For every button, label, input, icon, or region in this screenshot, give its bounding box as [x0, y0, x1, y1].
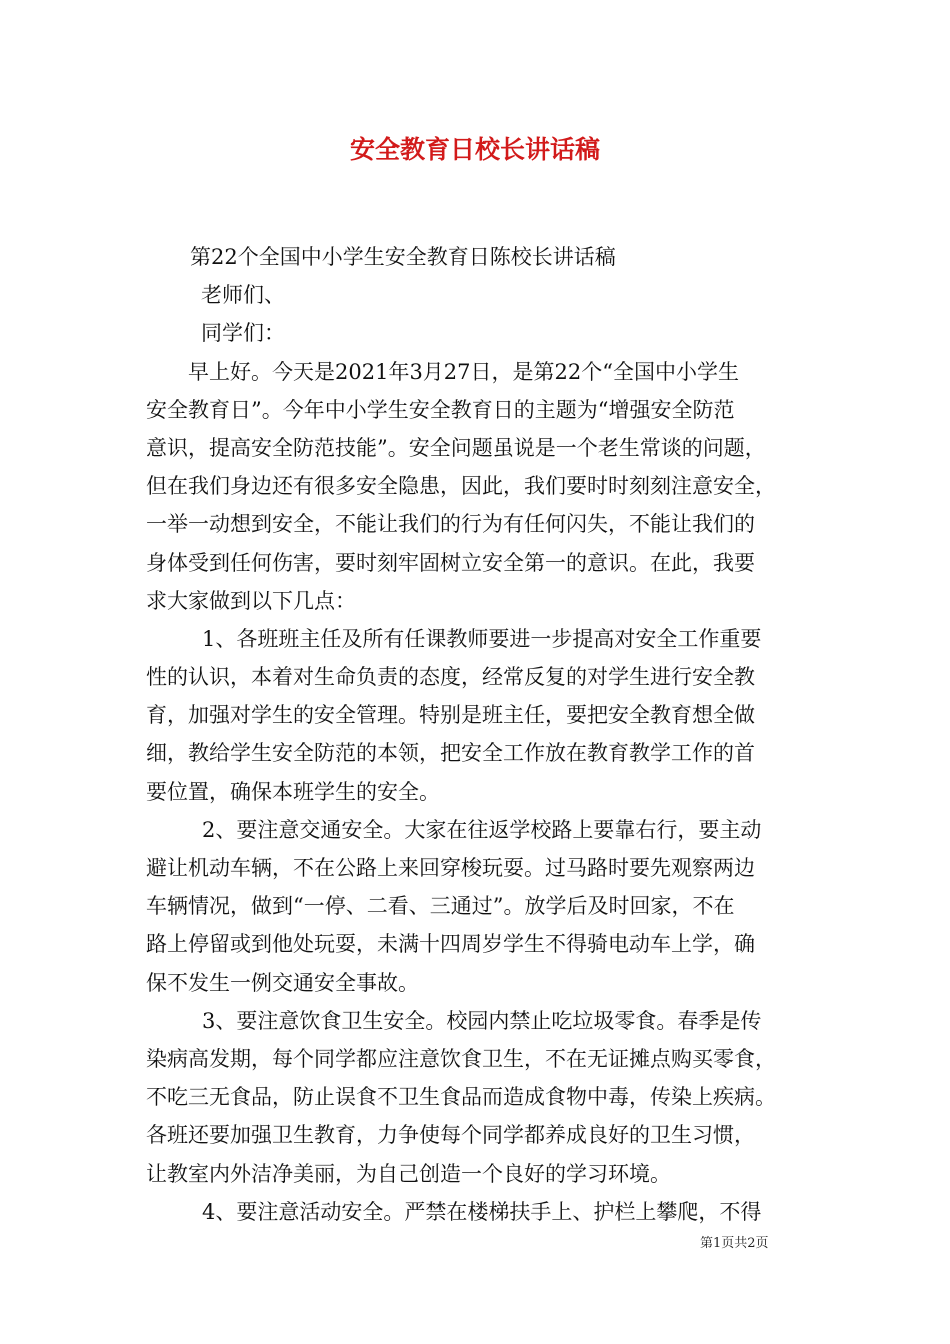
page-number: 第1页共2页: [700, 1236, 769, 1251]
paragraph-line: 保不发生一例交通安全事故。: [146, 970, 419, 995]
document-body: [146, 238, 810, 1231]
salutation-teachers: 老师们、: [201, 283, 285, 308]
paragraph-line: 一举一动想到安全，不能让我们的行为有任何闪失，不能让我们的: [146, 512, 755, 537]
paragraph-line: 细，教给学生安全防范的本领，把安全工作放在教育教学工作的首: [146, 741, 755, 766]
paragraph-line: 让教室内外洁净美丽，为自己创造一个良好的学习环境。: [146, 1161, 671, 1186]
paragraph-line: 不吃三无食品，防止误食不卫生食品而造成食物中毒，传染上疾病。: [146, 1085, 776, 1110]
paragraph-line: 4、要注意活动安全。严禁在楼梯扶手上、护栏上攀爬，不得: [202, 1199, 762, 1224]
paragraph-line: 各班还要加强卫生教育，力争使每个同学都养成良好的卫生习惯，: [146, 1123, 755, 1148]
paragraph-line: 身体受到任何伤害，要时刻牢固树立安全第一的意识。在此，我要: [146, 550, 755, 575]
paragraph-line: 避让机动车辆，不在公路上来回穿梭玩耍。过马路时要先观察两边: [146, 856, 755, 880]
paragraph-line: 染病高发期，每个同学都应注意饮食卫生，不在无证摊点购买零食，: [146, 1046, 776, 1071]
paragraph-line: 但在我们身边还有很多安全隐患，因此，我们要时时刻刻注意安全，: [146, 474, 776, 499]
paragraph-line: 意识，提高安全防范技能”。安全问题虽说是一个老生常谈的问题，: [146, 435, 766, 460]
paragraph-line: 车辆情况，做到“一停、二看、三通过”。放学后及时回家，不在: [146, 894, 735, 919]
salutation-students: 同学们：: [201, 321, 285, 346]
paragraph-line: 要位置，确保本班学生的安全。: [146, 779, 440, 804]
paragraph-line: 3、要注意饮食卫生安全。校园内禁止吃垃圾零食。春季是传: [202, 1008, 762, 1033]
speech-subtitle: 第22个全国中小学生安全教育日陈校长讲话稿: [190, 245, 616, 269]
paragraph-line: 安全教育日”。今年中小学生安全教育日的主题为“增强安全防范: [146, 397, 735, 422]
paragraph-line: 2、要注意交通安全。大家在往返学校路上要靠右行，要主动: [202, 817, 762, 842]
paragraph-line: 育，加强对学生的安全管理。特别是班主任，要把安全教育想全做: [146, 703, 755, 728]
paragraph-line: 求大家做到以下几点：: [146, 588, 356, 613]
paragraph-line: 路上停留或到他处玩耍，未满十四周岁学生不得骑电动车上学，确: [146, 932, 755, 957]
document-title: 安全教育日校长讲话稿: [349, 135, 600, 164]
paragraph-line: 早上好。今天是2021年3月27日，是第22个“全国中小学生: [188, 359, 739, 384]
paragraph-line: 1、各班班主任及所有任课教师要进一步提高对安全工作重要: [202, 626, 762, 651]
paragraph-line: 性的认识，本着对生命负责的态度，经常反复的对学生进行安全教: [146, 665, 755, 690]
